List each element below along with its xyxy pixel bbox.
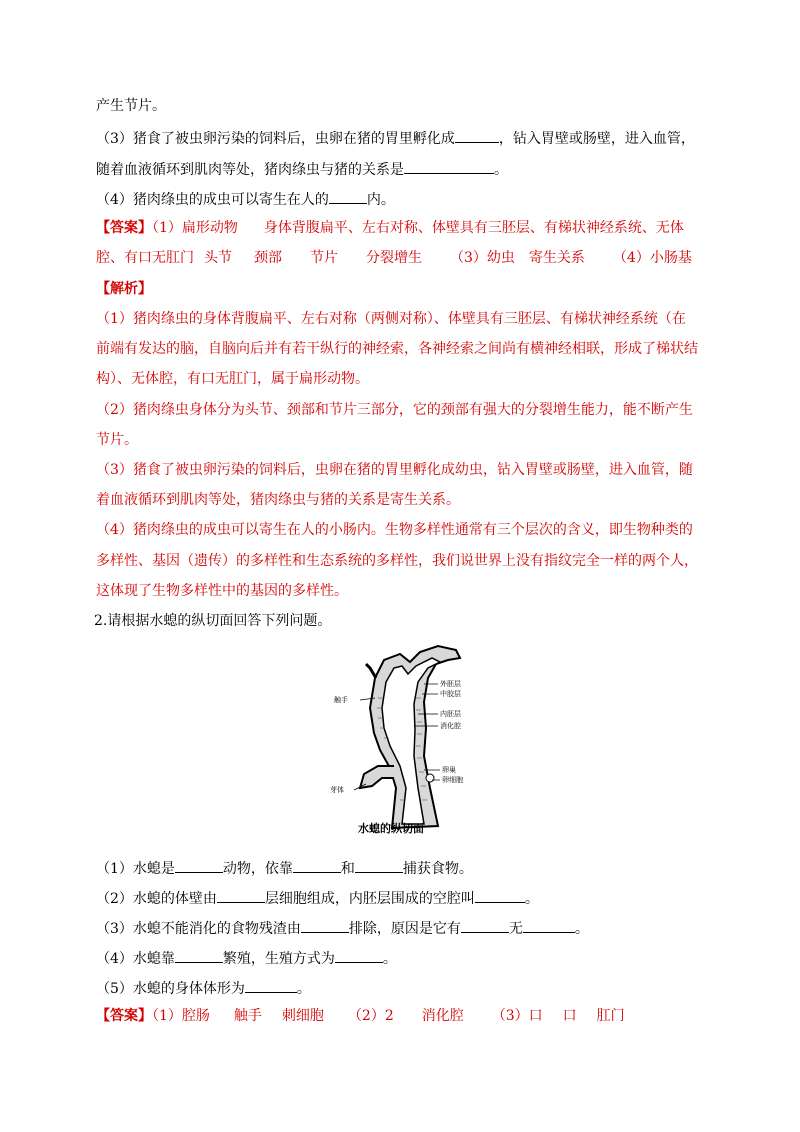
question-text: 繁殖，生殖方式为 [222, 951, 335, 967]
question-text: 。 [296, 981, 311, 997]
answer-item: （2）2 [347, 1008, 394, 1024]
analysis-line: 着血液循环到肌肉等处，猪肉绦虫与猪的关系是寄生关系。 [96, 492, 460, 508]
answer-item: 消化腔 [421, 1008, 464, 1024]
answer-blank[interactable] [293, 858, 341, 873]
question-text: ，钻入胃壁或肠壁，进入血管， [498, 131, 695, 147]
answer-1-line-2 [96, 249, 692, 267]
answer-blank[interactable] [523, 918, 575, 933]
answer-blank[interactable] [404, 159, 494, 174]
question-3-cont [96, 159, 508, 179]
label-endoderm: 内胚层 [440, 710, 461, 718]
answer-item: 节片 [310, 250, 338, 266]
question-4 [96, 189, 395, 209]
question-2-4 [96, 948, 397, 968]
question-text: 排除，原因是它有 [348, 921, 461, 937]
label-ectoderm: 外胚层 [440, 680, 461, 688]
label-tentacle: 触手 [334, 696, 348, 704]
hydra-diagram [320, 638, 490, 838]
question-text: 动物，依靠 [222, 861, 293, 877]
analysis-line: （3）猪食了被虫卵污染的饲料后，虫卵在猪的胃里孵化成幼虫，钻入胃壁或肠壁，进入血管，随 [96, 462, 693, 478]
analysis-line: （4）猪肉绦虫的成虫可以寄生在人的小肠内。生物多样性通常有三个层次的含义，即生物种类的 [96, 522, 693, 538]
figure-caption: 水螅的纵切面 [358, 822, 424, 835]
question-text: 随着血液循环到肌肉等处，猪肉绦虫与猪的关系是 [96, 162, 404, 178]
answer-blank[interactable] [329, 189, 367, 204]
answer-tag: 【答案】 [96, 220, 152, 236]
answer-item: 头节 [204, 250, 232, 266]
analysis-tag: 【解析】 [96, 281, 152, 297]
answer-item: 腔、有口无肛门 [96, 250, 194, 266]
question-2-1 [96, 858, 473, 878]
analysis-line: （2）猪肉绦虫身体分为头节、颈部和节片三部分，它的颈部有强大的分裂增生能力，能不断产生 [96, 402, 693, 418]
answer-item: 肛门 [596, 1008, 625, 1024]
label-egg-cell: 卵细胞 [442, 776, 463, 784]
hydra-section-figure [320, 638, 490, 838]
answer-item: （4）小肠基 [612, 250, 692, 266]
question-text: 无 [508, 921, 523, 937]
answer-item: （3）口 [491, 1008, 543, 1024]
label-ovary: 卵巢 [442, 766, 456, 774]
question-2-title: 2.请根据水螅的纵切面回答下列问题。 [94, 613, 332, 629]
question-text: 。 [574, 921, 589, 937]
question-text: 。 [382, 951, 397, 967]
question-text: 。 [524, 891, 539, 907]
label-mesoglea: 中胶层 [440, 690, 461, 698]
answer-1-line-1 [96, 219, 684, 237]
question-text: 。 [494, 162, 508, 178]
question-text: 内。 [366, 192, 395, 208]
answer-blank[interactable] [455, 128, 499, 143]
question-text: 层细胞组成，内胚层围成的空腔叫 [264, 891, 475, 907]
question-text: （3）猪食了被虫卵污染的饲料后，虫卵在猪的胃里孵化成 [96, 131, 455, 147]
question-text: （1）水螅是 [96, 861, 175, 877]
answer-item: 分裂增生 [366, 250, 422, 266]
text-line: 产生节片。 [96, 98, 166, 114]
answer-blank[interactable] [355, 858, 403, 873]
answer-blank[interactable] [301, 918, 349, 933]
answer-tag: 【答案】 [96, 1008, 152, 1024]
answer-item: 寄生关系 [528, 250, 585, 266]
question-text: 捕获食物。 [402, 861, 473, 877]
answer-item: 刺细胞 [281, 1008, 324, 1024]
question-text: （4）水螅靠 [96, 951, 175, 967]
answer-blank[interactable] [475, 888, 525, 903]
question-text: （4）猪肉绦虫的成虫可以寄生在人的 [96, 192, 329, 208]
question-2-3 [96, 918, 589, 938]
label-digestive-cavity: 消化腔 [440, 722, 461, 730]
analysis-line: 节片。 [96, 432, 138, 448]
answer-item: 颈部 [254, 250, 282, 266]
answer-item: 口 [562, 1008, 577, 1024]
tentacle [366, 664, 376, 678]
analysis-line: 这体现了生物多样性中的基因的多样性。 [96, 583, 348, 599]
analysis-line: 前端有发达的脑，自脑向后并有若干纵行的神经索，各神经索之间尚有横神经相联，形成了梯状结 [96, 341, 698, 357]
egg-cell [426, 774, 434, 782]
answer-item: 触手 [233, 1008, 262, 1024]
answer-item: （3）幼虫 [450, 250, 515, 266]
question-text: （3）水螅不能消化的食物残渣由 [96, 921, 301, 937]
analysis-line: （1）猪肉绦虫的身体背腹扁平、左右对称（两侧对称）、体壁具有三胚层、有梯状神经系统（在 [96, 311, 686, 327]
answer-blank[interactable] [461, 918, 509, 933]
analysis-line: 构）、无体腔，有口无肛门，属于扁形动物。 [96, 371, 369, 387]
question-text: （2）水螅的体壁由 [96, 891, 217, 907]
answer-blank[interactable] [335, 948, 383, 963]
label-bud: 芽体 [330, 786, 344, 794]
question-text: （5）水螅的身体体形为 [96, 981, 245, 997]
answer-blank[interactable] [245, 978, 297, 993]
answer-2 [96, 1007, 625, 1025]
question-text: 和 [340, 861, 355, 877]
answer-blank[interactable] [175, 858, 223, 873]
question-3 [96, 128, 695, 148]
answer-item: （1）扁形动物 [152, 220, 238, 236]
question-2-5 [96, 978, 311, 998]
answer-item: （1）腔肠 [152, 1008, 210, 1024]
question-2-2 [96, 888, 539, 908]
answer-blank[interactable] [175, 948, 223, 963]
answer-item: 身体背腹扁平、左右对称、体壁具有三胚层、有梯状神经系统、无体 [263, 220, 684, 236]
analysis-line: 多样性、基因（遗传）的多样性和生态系统的多样性，我们说世界上没有指纹完全一样的两个人， [96, 553, 698, 569]
answer-blank[interactable] [217, 888, 265, 903]
